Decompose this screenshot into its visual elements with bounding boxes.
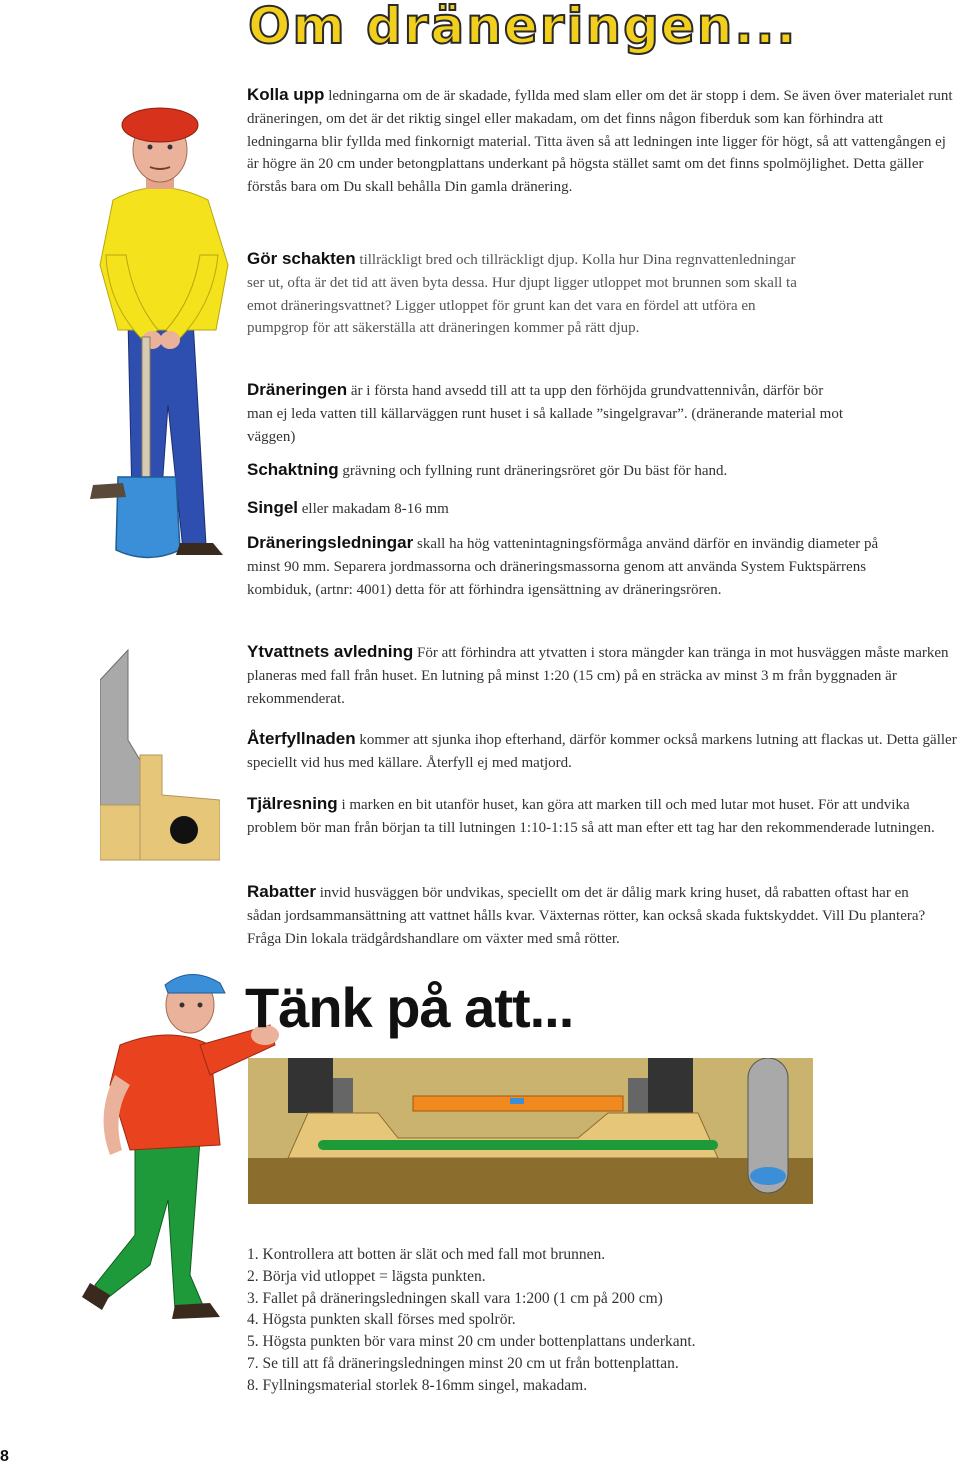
section-body: grävning och fyllning runt dräneringsröret gör Du bäst för hand. (338, 463, 728, 479)
section-lead: Återfyllnaden (247, 729, 356, 748)
section-body: invid husväggen bör undvikas, speciellt om det är dålig mark kring huset, då rabatten oftast har en sådan jordsammansättning att vattnet hålls kvar. Växternas rötter, kan också skada fuktskyddet. Vill Du plantera? Fråga Din lokala trädgårdshandlare om växter med små rötter. (247, 885, 926, 947)
section-lead: Schaktning (247, 460, 339, 479)
section-lead: Kolla upp (247, 85, 325, 104)
checklist-item: 2. Börja vid utloppet = lägsta punkten. (247, 1267, 486, 1285)
section-body: skall ha hög vattenintagningsförmåga använd därför en invändig diameter på minst 90 mm. Separera jordmassorna och dräneringsmassorna genom att använda System Fuktspärrens kombiduk, (artnr: 4001) detta för att förhindra igensättning av dräneringsrören. (247, 536, 879, 598)
checklist-item: 5. Högsta punkten bör vara minst 20 cm under bottenplattans underkant. (247, 1333, 696, 1351)
section-tjalresning (247, 793, 957, 840)
drain-cross-section-illustration (248, 1058, 813, 1204)
section-draneringsledningar (247, 532, 912, 601)
section-body: är i första hand avsedd till att ta upp den förhöjda grundvattennivån, därför bör man ej leda vatten till källarväggen runt huset i så kallade ”singelgravar”. (dränerande material mot väggen) (247, 383, 844, 445)
section-lead: Tjälresning (247, 794, 338, 813)
checklist-item: 7. Se till att få dräneringsledningen minst 20 cm ut från bottenplattan. (247, 1354, 679, 1372)
section-singel (247, 497, 957, 521)
section-lead: Singel (247, 498, 299, 517)
checklist-item: 3. Fallet på dräneringsledningen skall vara 1:200 (1 cm på 200 cm) (247, 1289, 663, 1307)
section-body: ledningarna om de är skadade, fyllda med slam eller om det är stopp i dem. Se även över materialet runt dräneringen, om det är det riktig singel eller makadam, om det finns någon fiberduk som kan förhindra att ledningarna blir fyllda med finkornigt material. Titta även så att ledningen inte ligger för högt, så att vattengången ej är högre än 20 cm under betongplattans underkant på högsta stället samt om det finns spolmöjlighet. Detta gäller förstås bara om Du skall behålla Din gamla dränering. (247, 88, 953, 196)
section-lead: Ytvattnets avledning (247, 642, 414, 661)
section-lead: Rabatter (247, 882, 316, 901)
section-lead: Gör schakten (247, 249, 356, 268)
section-ytvattnets-avledning (247, 641, 957, 710)
worker-shovel-illustration (88, 105, 248, 560)
section-aterfyllnaden (247, 728, 957, 775)
page-number: 8 (0, 1448, 9, 1465)
section-gor-schakten (247, 248, 807, 340)
section-lead: Dräneringen (247, 380, 348, 399)
page-title: Om dräneringen... (248, 0, 798, 55)
section-body: i marken en bit utanför huset, kan göra att marken till och med lutar mot huset. För att undvika problem bör man från början ta till lutningen 1:10-1:15 så att man efter ett tag har den rekommenderade lutningen. (247, 797, 935, 836)
checklist-item: 4. Högsta punkten skall förses med spolrör. (247, 1311, 516, 1329)
section-schaktning (247, 459, 957, 483)
section-body: tillräckligt bred och tillräckligt djup. Kolla hur Dina regnvattenledningar ser ut, ofta är det tid att även byta dessa. Hur djupt ligger utloppet mot brunnen som skall ta emot dräneringsvattnet? Ligger utloppet för grunt kan det vara en fördel att utföra en pumpgrop för att säkerställa att dräneringen kommer på rätt djup. (247, 252, 797, 337)
checklist (247, 1244, 696, 1397)
section-body: För att förhindra att ytvatten i stora mängder kan tränga in mot husväggen måste marken planeras med fall från huset. En lutning på minst 1:20 (15 cm) på en sträcka av minst 3 m från byggnaden är rekommenderat. (247, 645, 949, 707)
checklist-item: 8. Fyllningsmaterial storlek 8-16mm singel, makadam. (247, 1376, 588, 1394)
section-kolla-upp (247, 84, 957, 199)
foundation-section-illustration (100, 630, 220, 865)
section-body: eller makadam 8-16 mm (298, 501, 449, 517)
checklist-item: 1. Kontrollera att botten är slät och med fall mot brunnen. (247, 1246, 606, 1263)
section-lead: Dräneringsledningar (247, 533, 414, 552)
section-rabatter (247, 881, 937, 950)
tank-heading: Tänk på att... (245, 976, 574, 1039)
section-draneringen (247, 379, 847, 448)
section-body: kommer att sjunka ihop efterhand, därför kommer också markens lutning att flackas ut. Detta gäller speciellt vid hus med källare. Återfyll ej med matjord. (247, 732, 957, 771)
